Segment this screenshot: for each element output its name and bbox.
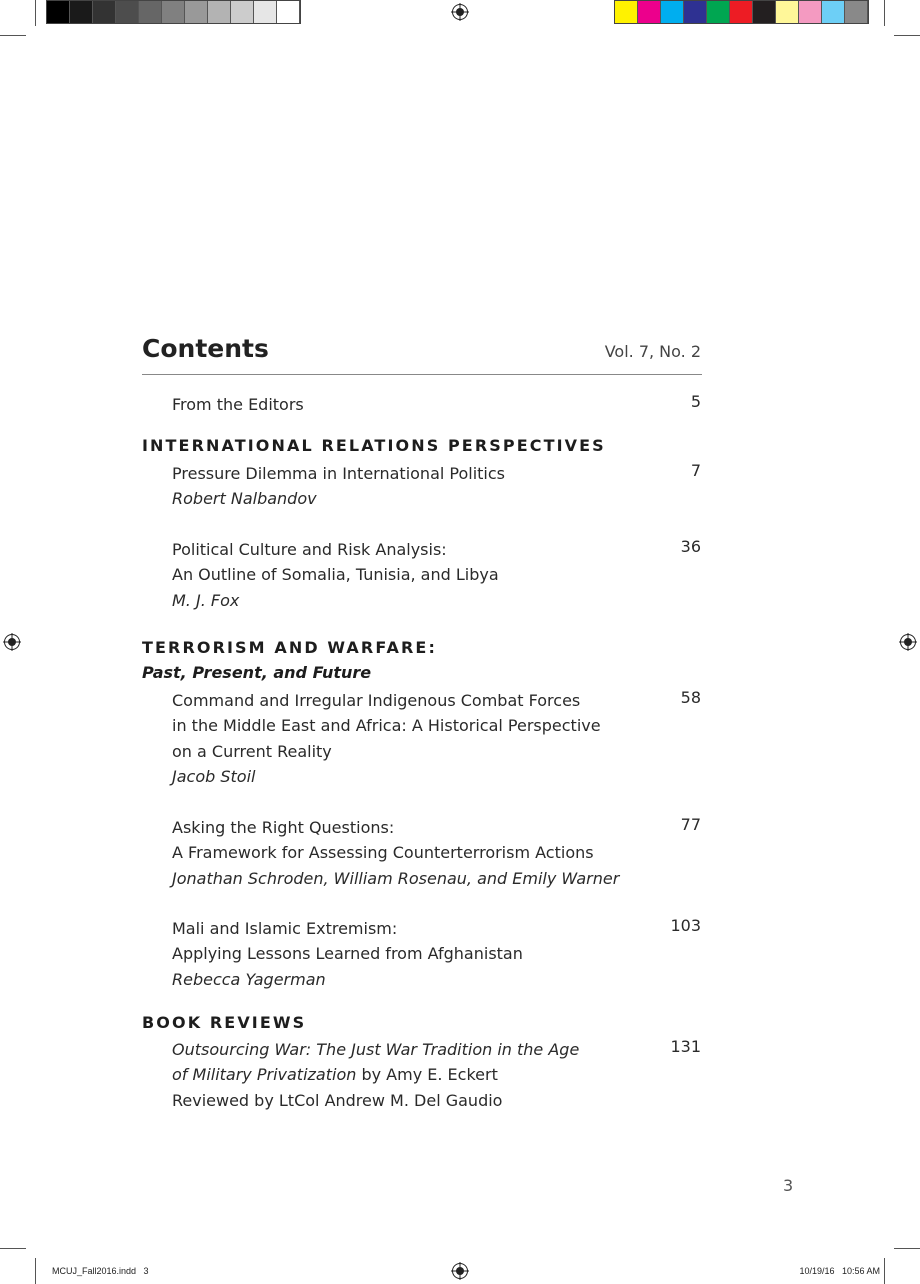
section-heading: BOOK REVIEWS — [142, 1013, 307, 1032]
file-slug: MCUJ_Fall2016.indd 3 — [52, 1266, 149, 1276]
crop-mark — [0, 1248, 26, 1249]
toc-entry — [172, 1037, 579, 1113]
header-divider — [142, 374, 702, 375]
color-swatch — [799, 1, 822, 23]
toc-page-number: 77 — [680, 815, 701, 834]
toc-entry-title: of Military Privatization — [172, 1065, 357, 1085]
color-swatch — [776, 1, 799, 23]
toc-entry-title: Outsourcing War: The Just War Tradition in the Age — [172, 1040, 580, 1059]
page-number: 3 — [783, 1176, 794, 1195]
color-swatch — [185, 1, 208, 23]
crop-mark — [894, 35, 920, 36]
crop-mark — [884, 0, 885, 26]
toc-page-number: 5 — [690, 392, 701, 411]
toc-entry-title: Command and Irregular Indigenous Combat Forces — [172, 691, 581, 710]
color-swatch — [277, 1, 300, 23]
toc-entry — [172, 537, 499, 613]
color-swatch — [47, 1, 70, 23]
toc-page-number: 58 — [680, 688, 701, 707]
toc-entry-title: on a Current Reality — [172, 741, 332, 761]
toc-entry-author: Jacob Stoil — [172, 766, 256, 786]
color-swatch — [753, 1, 776, 23]
date-slug: 10/19/16 10:56 AM — [799, 1266, 880, 1276]
color-swatch — [707, 1, 730, 23]
color-swatch — [116, 1, 139, 23]
toc-entry — [172, 815, 619, 891]
toc-page-number: 131 — [670, 1037, 701, 1056]
color-swatch — [231, 1, 254, 23]
toc-page-number: 103 — [670, 916, 701, 935]
toc-entry-author: M. J. Fox — [172, 590, 240, 610]
toc-page-number: 36 — [680, 537, 701, 556]
color-swatch — [70, 1, 93, 23]
grayscale-color-bar — [46, 0, 301, 24]
color-swatch — [730, 1, 753, 23]
crop-mark — [35, 1258, 36, 1284]
toc-entry-author: by Amy E. Eckert — [356, 1065, 498, 1085]
registration-mark-icon — [451, 3, 469, 21]
process-color-bar — [614, 0, 869, 24]
color-swatch — [139, 1, 162, 23]
color-swatch — [254, 1, 277, 23]
color-swatch — [162, 1, 185, 23]
toc-entry-title: in the Middle East and Africa: A Historical Perspective — [172, 716, 601, 736]
toc-entry-title: Asking the Right Questions: — [172, 818, 395, 837]
color-swatch — [93, 1, 116, 23]
volume-label: Vol. 7, No. 2 — [604, 342, 701, 361]
toc-entry-title: Political Culture and Risk Analysis: — [172, 540, 447, 559]
color-swatch — [661, 1, 684, 23]
registration-mark-icon — [3, 633, 21, 651]
toc-entry-author: Robert Nalbandov — [172, 489, 317, 509]
crop-mark — [0, 35, 26, 36]
toc-entry-author: Rebecca Yagerman — [172, 969, 326, 989]
crop-mark — [894, 1248, 920, 1249]
color-swatch — [684, 1, 707, 23]
toc-entry-title: From the Editors — [172, 395, 304, 414]
toc-entry-title: An Outline of Somalia, Tunisia, and Libya — [172, 565, 499, 585]
section-subheading: Past, Present, and Future — [142, 663, 372, 682]
registration-mark-icon — [451, 1262, 469, 1280]
section-heading: INTERNATIONAL RELATIONS PERSPECTIVES — [142, 436, 606, 455]
registration-mark-icon — [899, 633, 917, 651]
toc-page-number: 7 — [690, 461, 701, 480]
toc-entry — [172, 688, 601, 789]
toc-entry-reviewer: Reviewed by LtCol Andrew M. Del Gaudio — [172, 1090, 503, 1110]
color-swatch — [638, 1, 661, 23]
toc-entry — [172, 461, 505, 512]
crop-mark — [884, 1258, 885, 1284]
toc-entry — [172, 916, 523, 992]
toc-entry-title: Pressure Dilemma in International Politics — [172, 464, 506, 483]
color-swatch — [845, 1, 868, 23]
section-heading: TERRORISM AND WARFARE: — [142, 638, 437, 657]
crop-mark — [35, 0, 36, 26]
toc-entry-title: A Framework for Assessing Counterterrorism Actions — [172, 843, 594, 863]
toc-entry-author: Jonathan Schroden, William Rosenau, and Emily Warner — [172, 868, 620, 888]
color-swatch — [822, 1, 845, 23]
color-swatch — [615, 1, 638, 23]
toc-entry-title: Mali and Islamic Extremism: — [172, 919, 398, 938]
page-title: Contents — [142, 334, 269, 363]
toc-entry-title: Applying Lessons Learned from Afghanistan — [172, 944, 523, 964]
color-swatch — [208, 1, 231, 23]
